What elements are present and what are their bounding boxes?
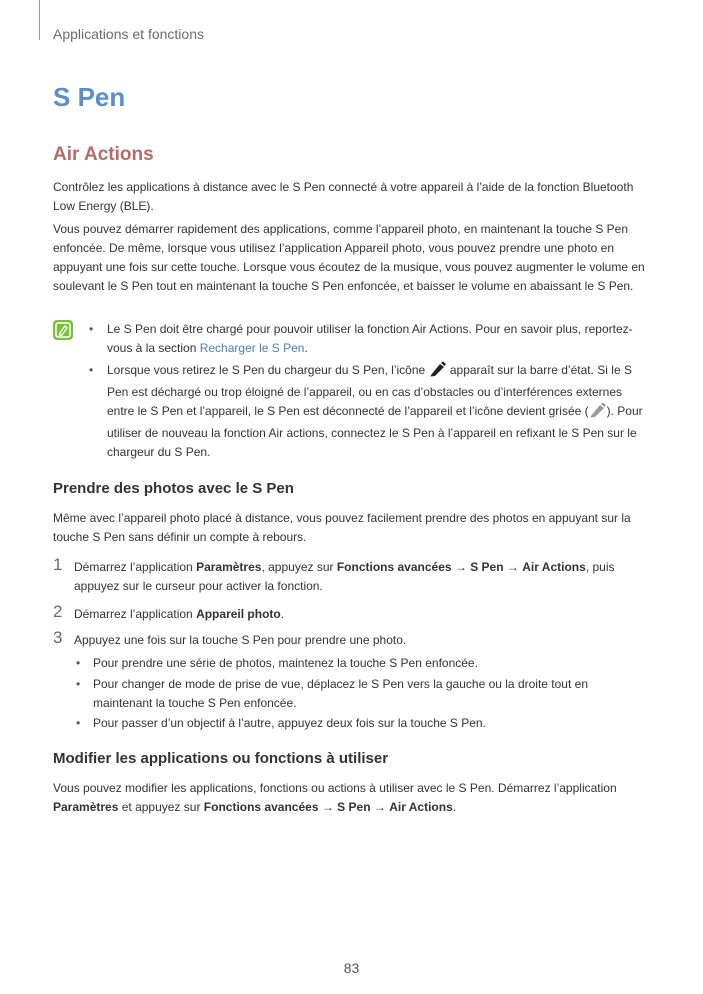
photo-tip-3: Pour passer d’un objectif à l’autre, appuyez deux fois sur la touche S Pen. (93, 716, 486, 730)
note-item-1: Le S Pen doit être chargé pour pouvoir utiliser la fonction Air Actions. Pour en savoir plus, reportez-vous à la section Recharger le S Pen. (107, 322, 633, 355)
recharge-link[interactable]: Recharger le S Pen (199, 341, 305, 355)
section-title: Air Actions (53, 144, 154, 165)
note-bullet-2: • (89, 363, 94, 377)
modify-paragraph: Vous pouvez modifier les applications, fonctions ou actions à utiliser avec le S Pen. Démarrez l’application Paramètres et appuyez sur Fonctions avancées → S Pen → Air Actions. (53, 781, 617, 814)
modify-heading: Modifier les applications ou fonctions à utiliser (53, 750, 389, 767)
step-number-2: 2 (53, 602, 63, 621)
running-header: Applications et fonctions (53, 26, 204, 42)
note-icon (53, 320, 73, 340)
sub-bullet-1: • (76, 656, 81, 670)
page-number: 83 (343, 960, 360, 976)
note-item-2: Lorsque vous retirez le S Pen du chargeur du S Pen, l’icône apparaît sur la barre d’état. Si le S Pen est déchargé ou trop éloigné de l’appareil, ou en cas d’obstacles ou d’interférences externes entre le S Pen et l’appareil, le S Pen est déconnecté de l’appareil et l’icône devient grisée ( ). Pour utiliser de nouveau la fonction Air actions, connectez le S Pen à l’appareil en refixant le S Pen sur le chargeur du S Pen. (107, 363, 643, 459)
step-number-1: 1 (53, 555, 63, 574)
page-title: S Pen (53, 82, 126, 112)
step-3-text: Appuyez une fois sur la touche S Pen pour prendre une photo. (74, 633, 407, 647)
step-2-text: Démarrez l’application Appareil photo. (74, 607, 285, 621)
note-bullet-1: • (89, 322, 94, 336)
step-number-3: 3 (53, 628, 63, 647)
photo-tip-1: Pour prendre une série de photos, maintenez la touche S Pen enfoncée. (93, 656, 478, 670)
spen-connected-icon (429, 361, 447, 383)
spen-disconnected-icon (589, 402, 607, 424)
photos-heading: Prendre des photos avec le S Pen (53, 480, 294, 497)
photos-intro: Même avec l’appareil photo placé à distance, vous pouvez facilement prendre des photos en appuyant sur la touche S Pen sans définir un compte à rebours. (53, 511, 631, 544)
sub-bullet-3: • (76, 716, 81, 730)
step-1-text: Démarrez l’application Paramètres, appuyez sur Fonctions avancées → S Pen → Air Actions, puis appuyez sur le curseur pour activer la fonction. (74, 560, 615, 593)
margin-line (39, 0, 40, 40)
intro-paragraph-2: Vous pouvez démarrer rapidement des applications, comme l’appareil photo, en maintenant la touche S Pen enfoncée. De même, lorsque vous utilisez l’application Appareil photo, vous pouvez prendre une photo en appuyant une fois sur cette touche. Lorsque vous écoutez de la musique, vous pouvez augmenter le volume en soulevant le S Pen tout en maintenant la touche S Pen enfoncée, et baisser le volume en abaissant le S Pen. (53, 222, 645, 293)
sub-bullet-2: • (76, 677, 81, 691)
intro-paragraph-1: Contrôlez les applications à distance avec le S Pen connecté à votre appareil à l’aide de la fonction Bluetooth Low Energy (BLE). (53, 180, 634, 213)
photo-tip-2: Pour changer de mode de prise de vue, déplacez le S Pen vers la gauche ou la droite tout en maintenant la touche S Pen enfoncée. (93, 677, 588, 710)
